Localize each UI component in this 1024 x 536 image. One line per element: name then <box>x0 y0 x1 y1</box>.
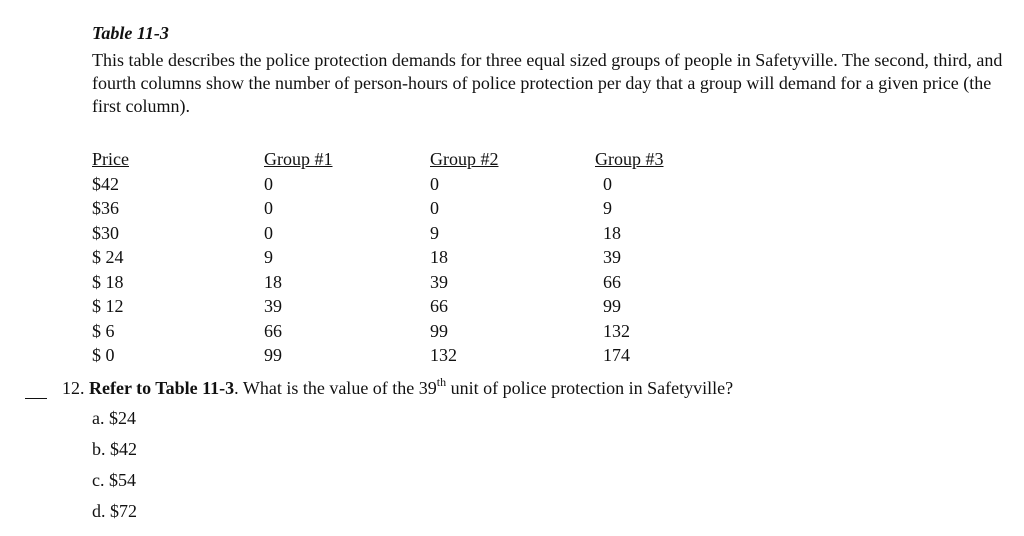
table-row <box>92 343 695 368</box>
option-b[interactable]: b. $42 <box>92 439 137 459</box>
cell-group-3: 39 <box>603 247 621 267</box>
answer-options <box>92 403 137 527</box>
cell-group-3: 0 <box>603 173 612 194</box>
cell-price: $30 <box>92 222 119 243</box>
cell-group-3: 99 <box>603 296 621 316</box>
option-a[interactable]: a. $24 <box>92 408 136 428</box>
table-row <box>92 294 695 319</box>
cell-group-2: 66 <box>430 296 448 316</box>
table-title: Table 11-3 <box>92 23 169 43</box>
cell-group-3: 66 <box>603 271 621 292</box>
cell-group-1: 0 <box>264 222 273 243</box>
cell-group-2: 0 <box>430 198 439 218</box>
answer-blank-line[interactable] <box>25 398 47 399</box>
cell-group-2: 132 <box>430 345 457 365</box>
cell-price: $ 18 <box>92 271 124 292</box>
table-row <box>92 270 695 295</box>
table-row <box>92 221 695 246</box>
cell-group-3: 18 <box>603 222 621 243</box>
table-header-row <box>92 147 695 172</box>
demand-table <box>92 147 695 368</box>
question-superscript: th <box>436 375 447 389</box>
header-group-2: Group #2 <box>430 149 499 169</box>
cell-group-1: 39 <box>264 296 282 316</box>
cell-group-3: 132 <box>603 320 630 341</box>
cell-group-1: 0 <box>264 173 273 194</box>
cell-group-3: 9 <box>603 198 612 218</box>
table-description: This table describes the police protection demands for three equal sized groups of people in Safetyville. The second, third, and fourth columns show the number of person-hours of police protection per day that a group will demand for a given price (the first column). <box>92 50 1003 116</box>
cell-group-1: 66 <box>264 320 282 341</box>
cell-group-2: 99 <box>430 320 448 341</box>
question-12 <box>62 376 733 400</box>
header-group-3: Group #3 <box>595 149 664 169</box>
question-text-before: . What is the value of the 39 <box>234 378 437 398</box>
header-price: Price <box>92 149 129 169</box>
cell-price: $ 24 <box>92 247 124 267</box>
cell-group-1: 18 <box>264 271 282 292</box>
table-row <box>92 196 695 221</box>
question-reference: Refer to Table 11-3 <box>89 378 235 398</box>
table-row <box>92 319 695 344</box>
cell-price: $42 <box>92 173 119 194</box>
cell-group-2: 9 <box>430 222 439 243</box>
question-number: 12. <box>62 378 85 398</box>
header-group-1: Group #1 <box>264 149 333 169</box>
cell-price: $ 0 <box>92 345 115 365</box>
cell-group-3: 174 <box>603 345 630 365</box>
cell-group-1: 9 <box>264 247 273 267</box>
option-c[interactable]: c. $54 <box>92 470 136 490</box>
question-text-after: unit of police protection in Safetyville? <box>446 378 734 398</box>
cell-group-1: 0 <box>264 198 273 218</box>
cell-group-2: 39 <box>430 271 448 292</box>
cell-group-2: 18 <box>430 247 448 267</box>
cell-price: $36 <box>92 198 119 218</box>
cell-group-2: 0 <box>430 173 439 194</box>
cell-group-1: 99 <box>264 345 282 365</box>
cell-price: $ 12 <box>92 296 124 316</box>
cell-price: $ 6 <box>92 320 115 341</box>
table-row <box>92 172 695 197</box>
option-d[interactable]: d. $72 <box>92 501 137 521</box>
table-row <box>92 245 695 270</box>
